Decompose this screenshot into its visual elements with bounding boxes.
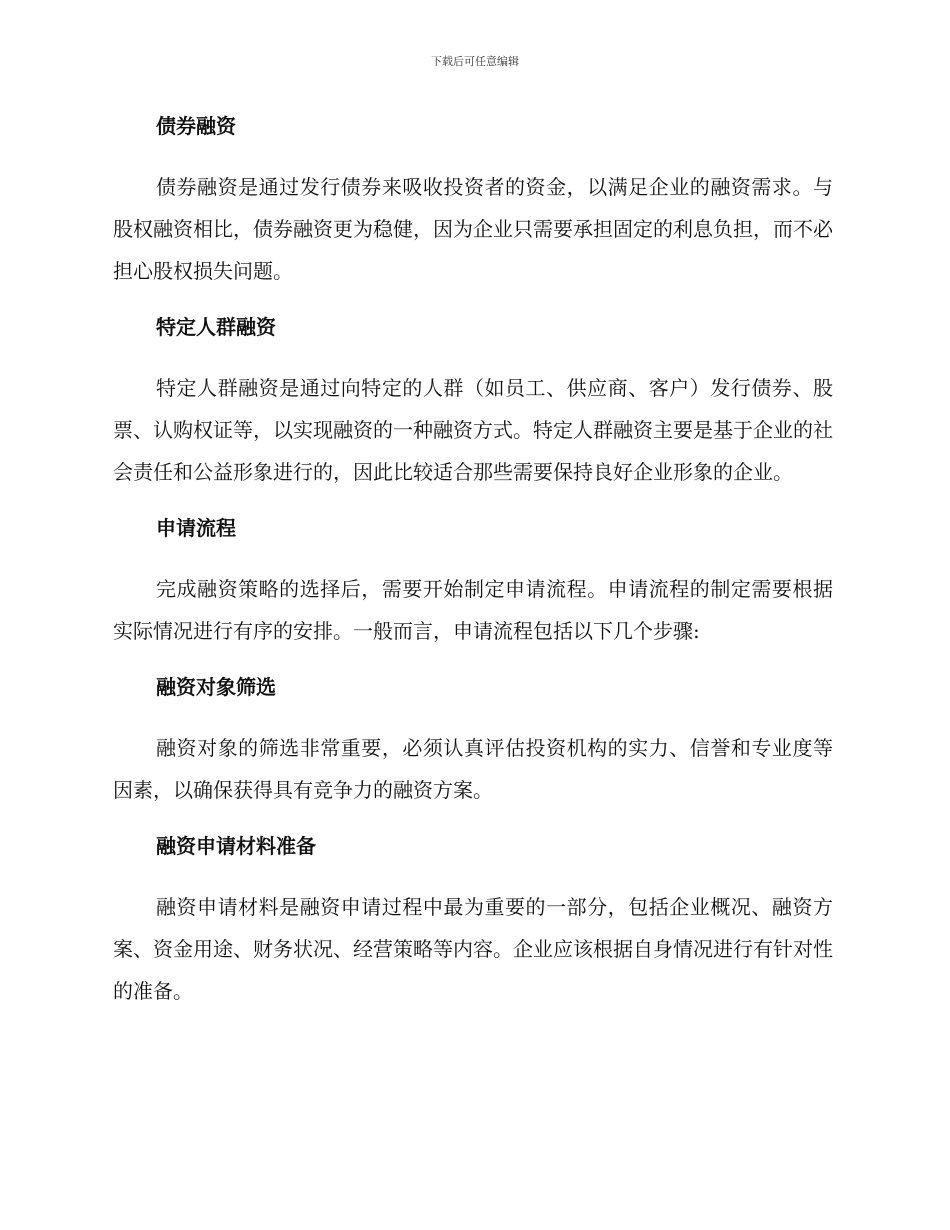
section-application-process xyxy=(113,513,833,672)
section-paragraph: 特定人群融资是通过向特定的人群（如员工、供应商、客户）发行债券、股票、认购权证等，以实现融资的一种融资方式。特定人群融资主要是基于企业的社会责任和公益形象进行的，因此比较适合那些需要保持良好企业形象的企业。 xyxy=(113,376,833,484)
section-paragraph: 债券融资是通过发行债券来吸收投资者的资金，以满足企业的融资需求。与股权融资相比，债券融资更为稳健，因为企业只需要承担固定的利息负担，而不必担心股权损失问题。 xyxy=(113,175,833,283)
section-specific-group-financing xyxy=(113,312,833,513)
section-heading: 申请流程 xyxy=(156,516,236,540)
section-paragraph: 融资对象的筛选非常重要，必须认真评估投资机构的实力、信誉和专业度等因素，以确保获得具有竞争力的融资方案。 xyxy=(113,736,833,802)
section-financing-target-screening xyxy=(113,672,833,831)
section-heading: 债券融资 xyxy=(156,114,236,138)
section-heading: 融资申请材料准备 xyxy=(156,834,316,858)
section-application-materials xyxy=(113,831,833,1012)
document-body xyxy=(113,111,833,1012)
header-note: 下载后可任意编辑 xyxy=(431,55,519,68)
section-paragraph: 完成融资策略的选择后，需要开始制定申请流程。申请流程的制定需要根据实际情况进行有序的安排。一般而言，申请流程包括以下几个步骤: xyxy=(113,577,833,643)
section-heading: 融资对象筛选 xyxy=(156,675,276,699)
section-bond-financing xyxy=(113,111,833,312)
section-paragraph: 融资申请材料是融资申请过程中最为重要的一部分，包括企业概况、融资方案、资金用途、财务状况、经营策略等内容。企业应该根据自身情况进行有针对性的准备。 xyxy=(113,895,833,1003)
section-heading: 特定人群融资 xyxy=(156,315,276,339)
